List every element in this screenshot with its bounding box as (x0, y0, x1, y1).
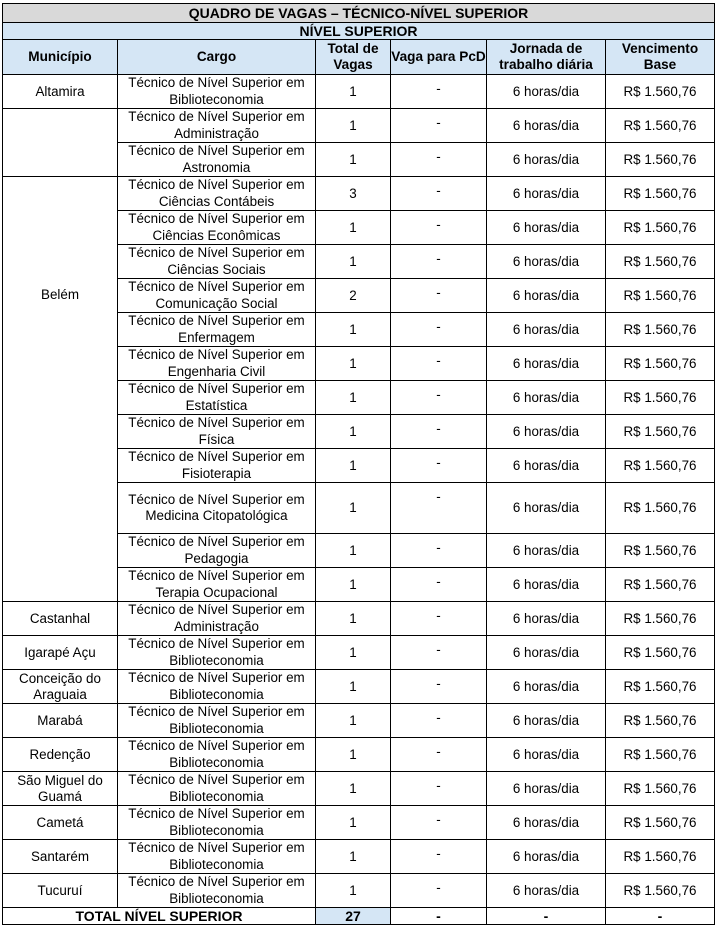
jornada-cell: 6 horas/dia (487, 568, 606, 602)
vagas-cell: 1 (316, 483, 391, 534)
jornada-cell: 6 horas/dia (487, 143, 606, 177)
table-row (3, 109, 715, 143)
total-row (3, 908, 715, 925)
jornada-cell: 6 horas/dia (487, 279, 606, 313)
pcd-cell: - (391, 636, 487, 670)
vencimento-cell: R$ 1.560,76 (606, 568, 715, 602)
table-row (3, 874, 715, 908)
cargo-cell: Técnico de Nível Superior em Biblioteconomia (118, 840, 316, 874)
cargo-cell: Técnico de Nível Superior em Enfermagem (118, 313, 316, 347)
pcd-cell: - (391, 415, 487, 449)
vencimento-cell: R$ 1.560,76 (606, 211, 715, 245)
jornada-cell: 6 horas/dia (487, 704, 606, 738)
cargo-cell: Técnico de Nível Superior em Biblioteconomia (118, 75, 316, 109)
pcd-cell: - (391, 381, 487, 415)
jornada-cell: 6 horas/dia (487, 381, 606, 415)
vagas-cell: 1 (316, 636, 391, 670)
cargo-cell: Técnico de Nível Superior em Biblioteconomia (118, 874, 316, 908)
jornada-cell: 6 horas/dia (487, 602, 606, 636)
vagas-cell: 1 (316, 670, 391, 704)
pcd-cell: - (391, 704, 487, 738)
header-vaga-pcd: Vaga para PcD (391, 40, 487, 75)
pcd-cell: - (391, 245, 487, 279)
jornada-cell: 6 horas/dia (487, 313, 606, 347)
jornada-cell: 6 horas/dia (487, 75, 606, 109)
total-jornada: - (487, 908, 606, 925)
vagas-cell: 3 (316, 177, 391, 211)
cargo-cell: Técnico de Nível Superior em Fisioterapia (118, 449, 316, 483)
vencimento-cell: R$ 1.560,76 (606, 670, 715, 704)
municipio-cell: Castanhal (3, 602, 118, 636)
pcd-cell: - (391, 143, 487, 177)
cargo-cell: Técnico de Nível Superior em Comunicação Social (118, 279, 316, 313)
table-row (3, 602, 715, 636)
header-total-vagas: Total de Vagas (316, 40, 391, 75)
vagas-cell: 1 (316, 806, 391, 840)
pcd-cell: - (391, 347, 487, 381)
cargo-cell: Técnico de Nível Superior em Biblioteconomia (118, 772, 316, 806)
cargo-cell: Técnico de Nível Superior em Física (118, 415, 316, 449)
vacancy-table-container (2, 3, 714, 925)
vagas-cell: 1 (316, 840, 391, 874)
table-title: QUADRO DE VAGAS – TÉCNICO-NÍVEL SUPERIOR (3, 4, 715, 23)
vagas-cell: 1 (316, 704, 391, 738)
municipio-cell: Tucuruí (3, 874, 118, 908)
vagas-cell: 1 (316, 143, 391, 177)
jornada-cell: 6 horas/dia (487, 534, 606, 568)
vagas-cell: 1 (316, 75, 391, 109)
table-row (3, 704, 715, 738)
cargo-cell: Técnico de Nível Superior em Medicina Citopatológica (118, 483, 316, 534)
pcd-cell: - (391, 806, 487, 840)
cargo-cell: Técnico de Nível Superior em Terapia Ocupacional (118, 568, 316, 602)
vencimento-cell: R$ 1.560,76 (606, 483, 715, 534)
cargo-cell: Técnico de Nível Superior em Biblioteconomia (118, 806, 316, 840)
pcd-cell: - (391, 772, 487, 806)
jornada-cell: 6 horas/dia (487, 415, 606, 449)
jornada-cell: 6 horas/dia (487, 772, 606, 806)
vencimento-cell: R$ 1.560,76 (606, 177, 715, 211)
vencimento-cell: R$ 1.560,76 (606, 143, 715, 177)
municipio-cell: Cametá (3, 806, 118, 840)
vencimento-cell: R$ 1.560,76 (606, 636, 715, 670)
vencimento-cell: R$ 1.560,76 (606, 279, 715, 313)
cargo-cell: Técnico de Nível Superior em Estatística (118, 381, 316, 415)
table-body (3, 75, 715, 908)
vencimento-cell: R$ 1.560,76 (606, 772, 715, 806)
jornada-cell: 6 horas/dia (487, 211, 606, 245)
vagas-cell: 1 (316, 534, 391, 568)
cargo-cell: Técnico de Nível Superior em Biblioteconomia (118, 636, 316, 670)
table-row (3, 177, 715, 211)
vencimento-cell: R$ 1.560,76 (606, 534, 715, 568)
pcd-cell: - (391, 211, 487, 245)
cargo-cell: Técnico de Nível Superior em Biblioteconomia (118, 738, 316, 772)
table-subtitle: NÍVEL SUPERIOR (3, 23, 715, 40)
vagas-cell: 1 (316, 874, 391, 908)
pcd-cell: - (391, 738, 487, 772)
jornada-cell: 6 horas/dia (487, 840, 606, 874)
vencimento-cell: R$ 1.560,76 (606, 347, 715, 381)
vencimento-cell: R$ 1.560,76 (606, 75, 715, 109)
cargo-cell: Técnico de Nível Superior em Engenharia Civil (118, 347, 316, 381)
jornada-cell: 6 horas/dia (487, 636, 606, 670)
jornada-cell: 6 horas/dia (487, 177, 606, 211)
jornada-cell: 6 horas/dia (487, 670, 606, 704)
vagas-cell: 1 (316, 245, 391, 279)
table-row (3, 738, 715, 772)
vencimento-cell: R$ 1.560,76 (606, 449, 715, 483)
total-vagas: 27 (316, 908, 391, 925)
total-vencimento: - (606, 908, 715, 925)
vencimento-cell: R$ 1.560,76 (606, 806, 715, 840)
table-row (3, 636, 715, 670)
vagas-cell: 1 (316, 568, 391, 602)
municipio-cell: Redenção (3, 738, 118, 772)
vencimento-cell: R$ 1.560,76 (606, 840, 715, 874)
vencimento-cell: R$ 1.560,76 (606, 313, 715, 347)
vagas-cell: 2 (316, 279, 391, 313)
jornada-cell: 6 horas/dia (487, 109, 606, 143)
pcd-cell: - (391, 534, 487, 568)
municipio-cell: Marabá (3, 704, 118, 738)
cargo-cell: Técnico de Nível Superior em Biblioteconomia (118, 704, 316, 738)
jornada-cell: 6 horas/dia (487, 483, 606, 534)
vagas-cell: 1 (316, 738, 391, 772)
header-cargo: Cargo (118, 40, 316, 75)
table-row (3, 772, 715, 806)
municipio-cell (3, 109, 118, 177)
vagas-cell: 1 (316, 381, 391, 415)
vencimento-cell: R$ 1.560,76 (606, 381, 715, 415)
header-vencimento: Vencimento Base (606, 40, 715, 75)
cargo-cell: Técnico de Nível Superior em Ciências Sociais (118, 245, 316, 279)
pcd-cell: - (391, 313, 487, 347)
municipio-cell: Igarapé Açu (3, 636, 118, 670)
jornada-cell: 6 horas/dia (487, 806, 606, 840)
vencimento-cell: R$ 1.560,76 (606, 109, 715, 143)
vagas-cell: 1 (316, 772, 391, 806)
jornada-cell: 6 horas/dia (487, 347, 606, 381)
vagas-cell: 1 (316, 109, 391, 143)
vacancy-table (2, 3, 715, 925)
vagas-cell: 1 (316, 211, 391, 245)
vencimento-cell: R$ 1.560,76 (606, 874, 715, 908)
table-row (3, 670, 715, 704)
municipio-cell: Altamira (3, 75, 118, 109)
pcd-cell: - (391, 177, 487, 211)
cargo-cell: Técnico de Nível Superior em Ciências Contábeis (118, 177, 316, 211)
jornada-cell: 6 horas/dia (487, 874, 606, 908)
vagas-cell: 1 (316, 313, 391, 347)
pcd-cell: - (391, 483, 487, 534)
municipio-cell: Santarém (3, 840, 118, 874)
pcd-cell: - (391, 109, 487, 143)
jornada-cell: 6 horas/dia (487, 245, 606, 279)
pcd-cell: - (391, 279, 487, 313)
municipio-cell: São Miguel do Guamá (3, 772, 118, 806)
total-label: TOTAL NÍVEL SUPERIOR (3, 908, 316, 925)
vagas-cell: 1 (316, 602, 391, 636)
pcd-cell: - (391, 874, 487, 908)
vencimento-cell: R$ 1.560,76 (606, 415, 715, 449)
vencimento-cell: R$ 1.560,76 (606, 738, 715, 772)
pcd-cell: - (391, 75, 487, 109)
header-jornada: Jornada de trabalho diária (487, 40, 606, 75)
vencimento-cell: R$ 1.560,76 (606, 245, 715, 279)
table-row (3, 806, 715, 840)
vencimento-cell: R$ 1.560,76 (606, 602, 715, 636)
cargo-cell: Técnico de Nível Superior em Administração (118, 602, 316, 636)
table-row (3, 840, 715, 874)
header-municipio: Município (3, 40, 118, 75)
pcd-cell: - (391, 840, 487, 874)
vencimento-cell: R$ 1.560,76 (606, 704, 715, 738)
pcd-cell: - (391, 602, 487, 636)
cargo-cell: Técnico de Nível Superior em Biblioteconomia (118, 670, 316, 704)
jornada-cell: 6 horas/dia (487, 738, 606, 772)
cargo-cell: Técnico de Nível Superior em Ciências Econômicas (118, 211, 316, 245)
cargo-cell: Técnico de Nível Superior em Astronomia (118, 143, 316, 177)
cargo-cell: Técnico de Nível Superior em Administração (118, 109, 316, 143)
pcd-cell: - (391, 670, 487, 704)
pcd-cell: - (391, 568, 487, 602)
vagas-cell: 1 (316, 415, 391, 449)
total-pcd: - (391, 908, 487, 925)
jornada-cell: 6 horas/dia (487, 449, 606, 483)
municipio-cell: Belém (3, 177, 118, 602)
vagas-cell: 1 (316, 449, 391, 483)
pcd-cell: - (391, 449, 487, 483)
vagas-cell: 1 (316, 347, 391, 381)
municipio-cell: Conceição do Araguaia (3, 670, 118, 704)
cargo-cell: Técnico de Nível Superior em Pedagogia (118, 534, 316, 568)
table-row (3, 75, 715, 109)
